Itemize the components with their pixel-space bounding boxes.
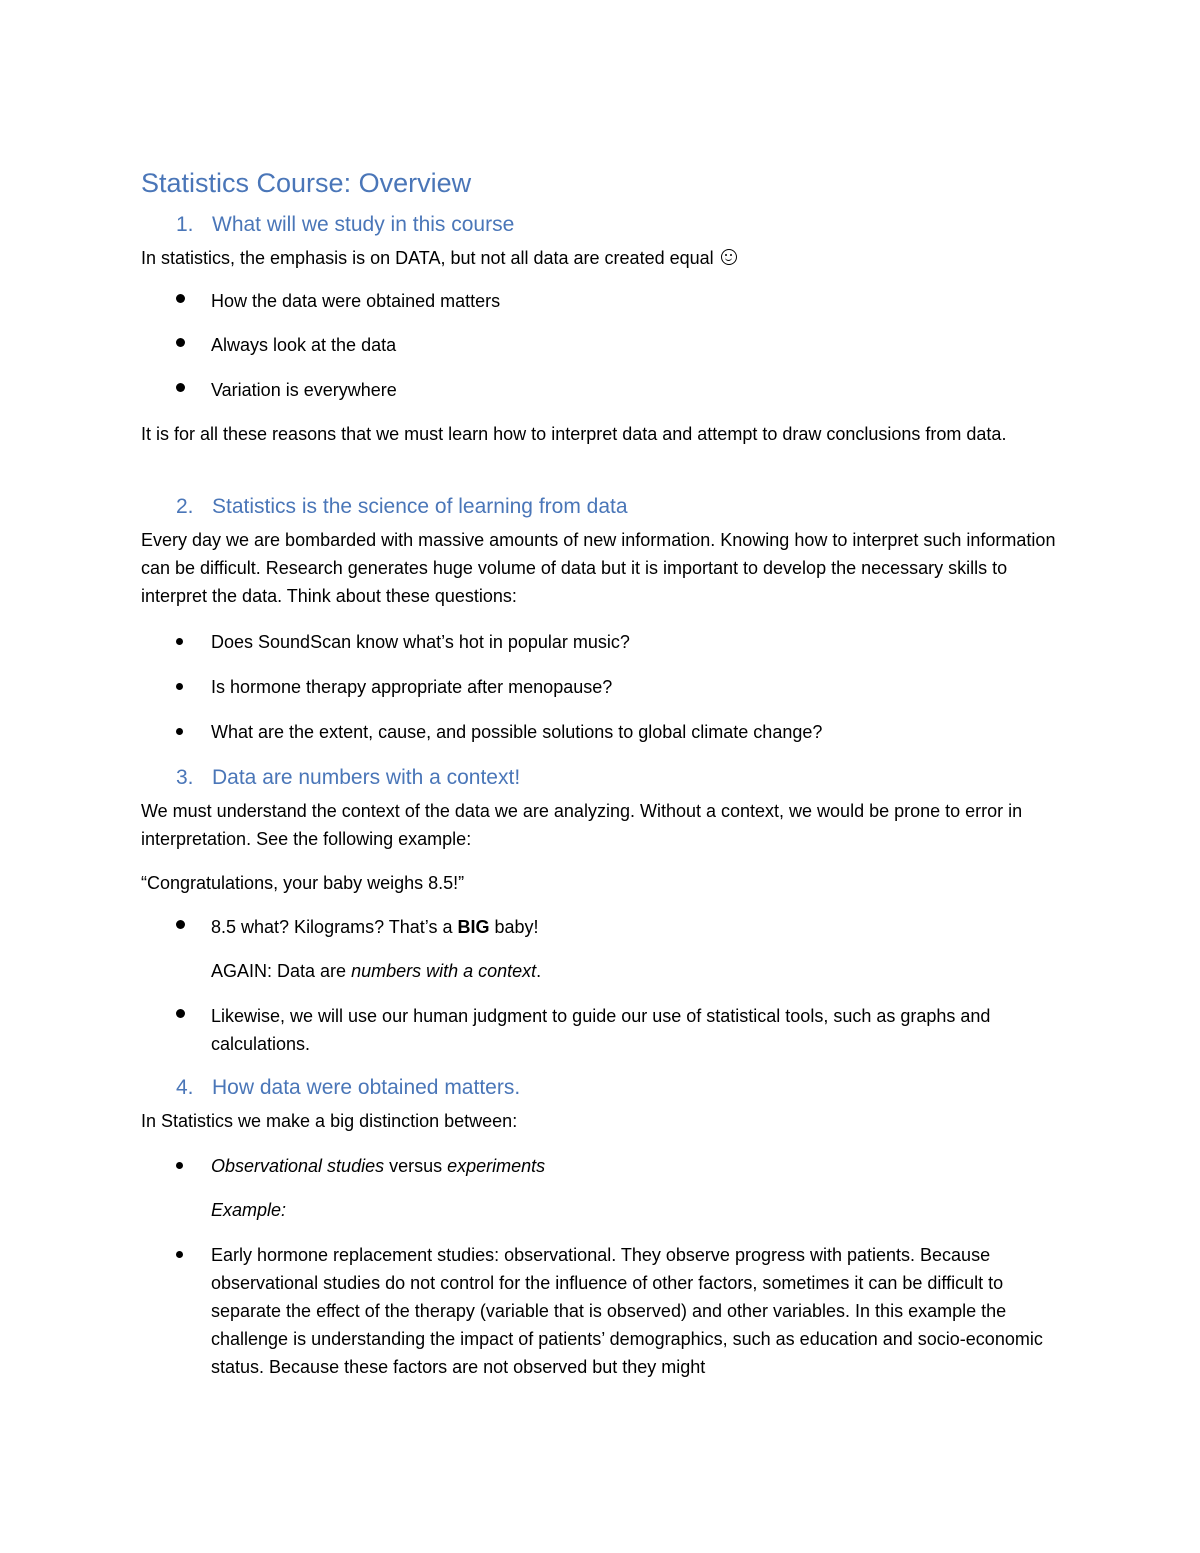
section-1-heading bbox=[176, 213, 514, 237]
section-4-heading bbox=[176, 1076, 520, 1100]
list-item: Likewise, we will use our human judgment to guide our use of statistical tools, such as graphs and calculations. bbox=[211, 1006, 991, 1054]
bullet-icon bbox=[176, 294, 185, 303]
section-3-intro: We must understand the context of the data we are analyzing. Without a context, we would be prone to error in interpretation. See the following example: bbox=[141, 801, 1023, 849]
bullet-icon bbox=[176, 1162, 183, 1169]
list-item: Always look at the data bbox=[211, 335, 397, 355]
list-item: Does SoundScan know what’s hot in popular music? bbox=[211, 632, 630, 652]
bullet-icon bbox=[176, 338, 185, 347]
section-2-intro: Every day we are bombarded with massive amounts of new information. Knowing how to interpret such information can be difficult. Research generates huge volume of data but it is important to develop the necessary skills to interpret the data. Think about these questions: bbox=[141, 530, 1056, 606]
section-4-intro: In Statistics we make a big distinction between: bbox=[141, 1111, 518, 1131]
again-note bbox=[211, 957, 541, 985]
note-text: AGAIN: Data are bbox=[211, 961, 352, 981]
page-title: Statistics Course: Overview bbox=[141, 168, 472, 198]
label-text: Example: bbox=[211, 1200, 287, 1220]
section-title: Data are numbers with a context! bbox=[212, 766, 521, 789]
section-number: 1. bbox=[176, 213, 194, 236]
emphasis-text: numbers with a context bbox=[351, 961, 537, 981]
item-text: versus bbox=[384, 1156, 448, 1176]
list-item: Is hormone therapy appropriate after menopause? bbox=[211, 677, 613, 697]
list-item: Variation is everywhere bbox=[211, 380, 397, 400]
section-number: 3. bbox=[176, 766, 194, 789]
list-item: Early hormone replacement studies: observational. They observe progress with patients. Because observational studies do not control for the influence of other factors, sometimes it can be difficult to separate the effect of the therapy (variable that is observed) and other variables. In this example the challenge is understanding the impact of patients’ demographics, such as education and socio-economic status. Because these factors are not observed but they might bbox=[211, 1245, 1043, 1377]
list-item bbox=[211, 913, 1071, 941]
bullet-icon bbox=[176, 920, 185, 929]
bullet-icon bbox=[176, 1009, 185, 1018]
list-item bbox=[211, 1152, 1071, 1180]
bullet-icon bbox=[176, 383, 185, 392]
section-number: 2. bbox=[176, 495, 194, 518]
section-title: Statistics is the science of learning from data bbox=[212, 495, 628, 518]
emphasis-text: BIG bbox=[457, 917, 490, 937]
section-3-heading bbox=[176, 766, 520, 790]
list-item: How the data were obtained matters bbox=[211, 291, 501, 311]
item-text: baby! bbox=[489, 917, 539, 937]
note-text: . bbox=[536, 961, 542, 981]
section-2-heading bbox=[176, 495, 628, 519]
section-1-intro bbox=[141, 244, 1071, 272]
bullet-icon bbox=[176, 683, 183, 690]
smiley-icon bbox=[721, 249, 737, 265]
intro-text: In statistics, the emphasis is on DATA, but not all data are created equal bbox=[141, 248, 714, 268]
example-label bbox=[211, 1196, 286, 1224]
bullet-icon bbox=[176, 1251, 183, 1258]
section-1-closing: It is for all these reasons that we must learn how to interpret data and attempt to draw conclusions from data. bbox=[141, 424, 1007, 444]
bullet-icon bbox=[176, 638, 183, 645]
emphasis-text: experiments bbox=[447, 1156, 546, 1176]
example-quote: “Congratulations, your baby weighs 8.5!” bbox=[141, 873, 465, 893]
section-title: What will we study in this course bbox=[212, 213, 515, 236]
emphasis-text: Observational studies bbox=[211, 1156, 385, 1176]
bullet-icon bbox=[176, 728, 183, 735]
section-number: 4. bbox=[176, 1076, 194, 1099]
list-item: What are the extent, cause, and possible solutions to global climate change? bbox=[211, 722, 823, 742]
section-title: How data were obtained matters. bbox=[212, 1076, 521, 1099]
item-text: 8.5 what? Kilograms? That’s a bbox=[211, 917, 458, 937]
